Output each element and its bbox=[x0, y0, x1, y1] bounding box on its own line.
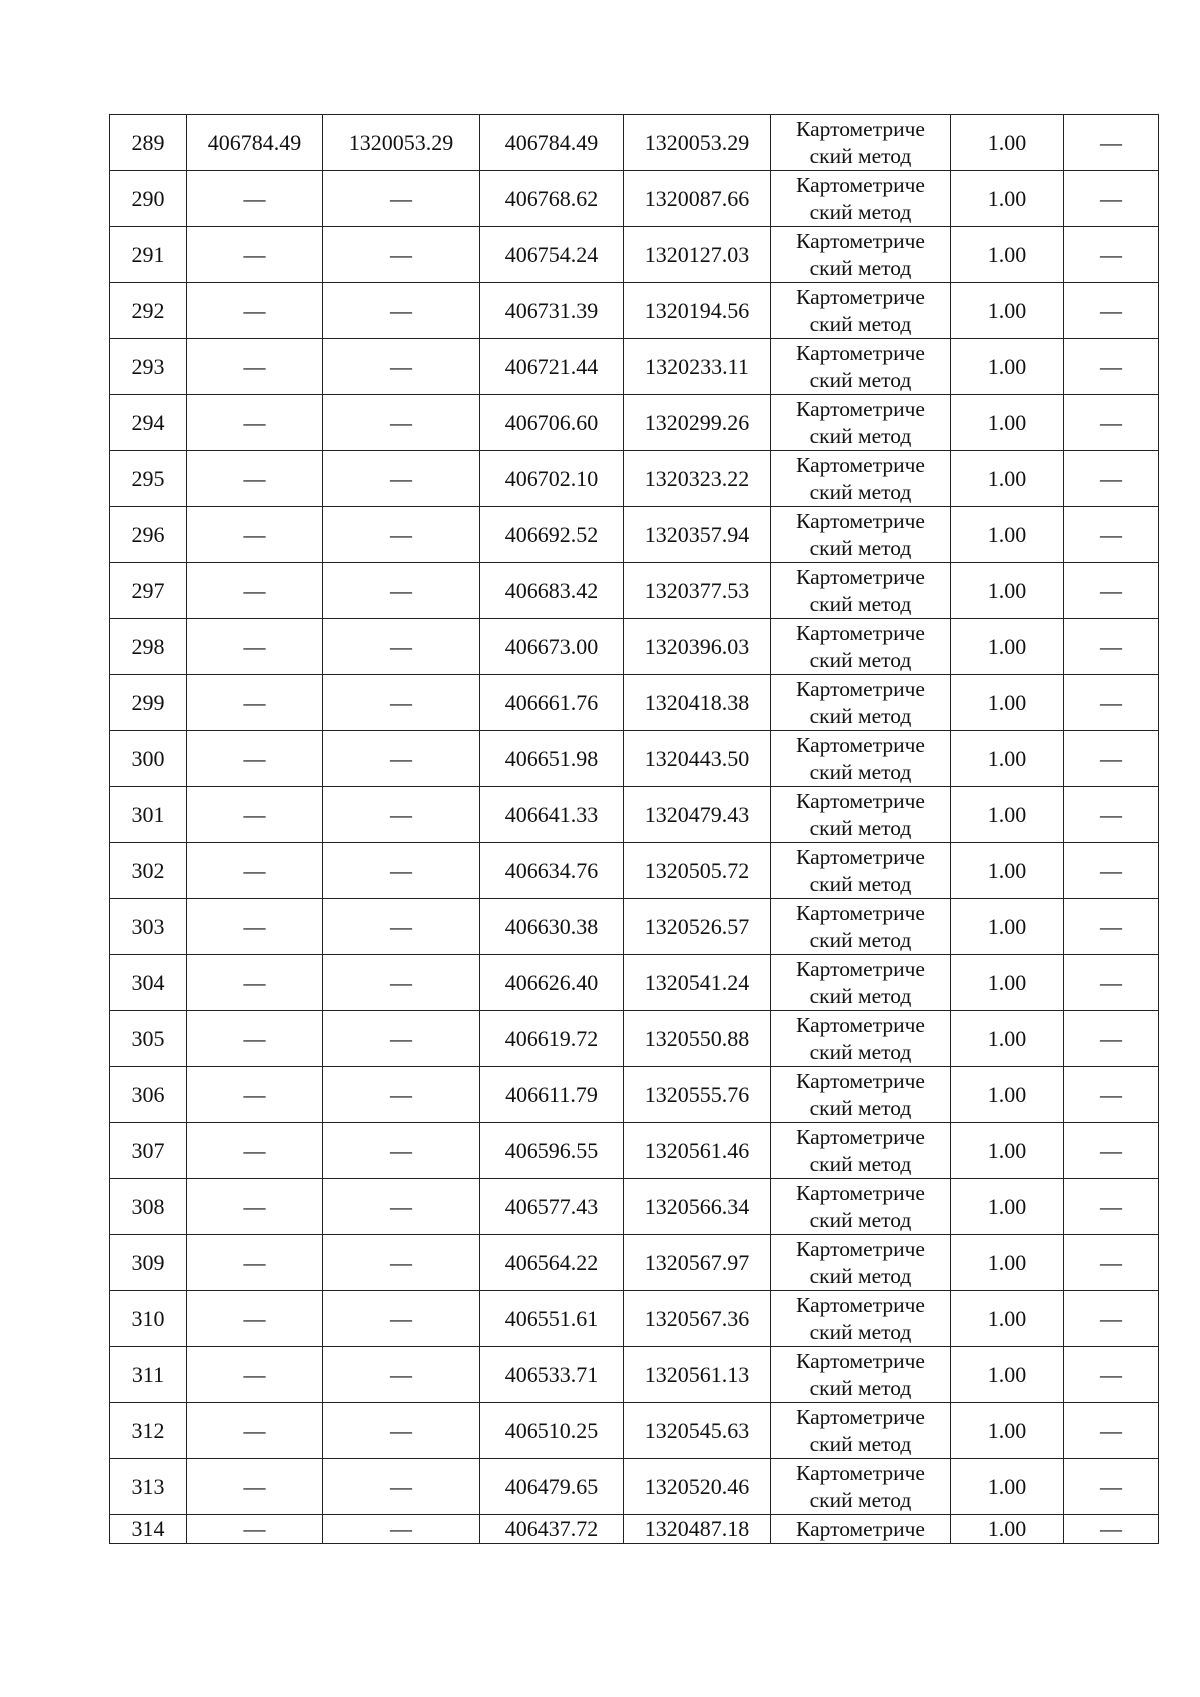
precision-cell: 1.00 bbox=[951, 171, 1064, 227]
refined-y-cell: 1320561.46 bbox=[624, 1123, 771, 1179]
note-cell: — bbox=[1064, 563, 1159, 619]
refined-y-cell: 1320299.26 bbox=[624, 395, 771, 451]
method-line-1: Картометриче bbox=[796, 284, 925, 309]
existing-y-cell: 1320053.29 bbox=[323, 115, 480, 171]
existing-x-cell: 406784.49 bbox=[187, 115, 323, 171]
method-cell bbox=[771, 675, 951, 731]
method-line-1: Картометриче bbox=[796, 1292, 925, 1317]
method-line-2: ский метод bbox=[809, 1263, 912, 1288]
existing-x-cell: — bbox=[187, 1515, 323, 1544]
existing-y-cell: — bbox=[323, 395, 480, 451]
point-number-cell: 292 bbox=[110, 283, 187, 339]
existing-y-cell: — bbox=[323, 1067, 480, 1123]
method-line-2: ский метод bbox=[809, 927, 912, 952]
point-number-cell: 290 bbox=[110, 171, 187, 227]
refined-y-cell: 1320127.03 bbox=[624, 227, 771, 283]
point-number-cell: 313 bbox=[110, 1459, 187, 1515]
note-cell: — bbox=[1064, 227, 1159, 283]
refined-x-cell: 406692.52 bbox=[480, 507, 624, 563]
note-cell: — bbox=[1064, 1011, 1159, 1067]
method-line-1: Картометриче bbox=[796, 340, 925, 365]
method-cell bbox=[771, 731, 951, 787]
existing-y-cell: — bbox=[323, 1235, 480, 1291]
refined-y-cell: 1320087.66 bbox=[624, 171, 771, 227]
existing-y-cell: — bbox=[323, 1347, 480, 1403]
method-line-2: ский метод bbox=[809, 1151, 912, 1176]
method-cell bbox=[771, 899, 951, 955]
refined-y-cell: 1320233.11 bbox=[624, 339, 771, 395]
existing-x-cell: — bbox=[187, 787, 323, 843]
existing-x-cell: — bbox=[187, 1011, 323, 1067]
method-line-2: ский метод bbox=[809, 1039, 912, 1064]
table-row bbox=[110, 1515, 1159, 1544]
point-number-cell: 304 bbox=[110, 955, 187, 1011]
method-line-1: Картометриче bbox=[796, 1012, 925, 1037]
refined-x-cell: 406768.62 bbox=[480, 171, 624, 227]
existing-x-cell: — bbox=[187, 731, 323, 787]
note-cell: — bbox=[1064, 115, 1159, 171]
existing-y-cell: — bbox=[323, 1179, 480, 1235]
point-number-cell: 306 bbox=[110, 1067, 187, 1123]
point-number-cell: 299 bbox=[110, 675, 187, 731]
method-cell bbox=[771, 507, 951, 563]
table-row bbox=[110, 787, 1159, 843]
table-row bbox=[110, 451, 1159, 507]
point-number-cell: 295 bbox=[110, 451, 187, 507]
existing-x-cell: — bbox=[187, 1403, 323, 1459]
refined-x-cell: 406721.44 bbox=[480, 339, 624, 395]
refined-y-cell: 1320567.97 bbox=[624, 1235, 771, 1291]
method-line-2: ский метод bbox=[809, 647, 912, 672]
refined-x-cell: 406784.49 bbox=[480, 115, 624, 171]
existing-y-cell: — bbox=[323, 1515, 480, 1544]
point-number-cell: 311 bbox=[110, 1347, 187, 1403]
existing-x-cell: — bbox=[187, 1123, 323, 1179]
existing-y-cell: — bbox=[323, 339, 480, 395]
refined-y-cell: 1320323.22 bbox=[624, 451, 771, 507]
table-row bbox=[110, 283, 1159, 339]
method-line-1: Картометриче bbox=[796, 1236, 925, 1261]
note-cell: — bbox=[1064, 1459, 1159, 1515]
precision-cell: 1.00 bbox=[951, 1403, 1064, 1459]
method-line-1: Картометриче bbox=[796, 228, 925, 253]
precision-cell: 1.00 bbox=[951, 899, 1064, 955]
note-cell: — bbox=[1064, 395, 1159, 451]
method-line-1: Картометриче bbox=[796, 172, 925, 197]
table-row bbox=[110, 1459, 1159, 1515]
refined-y-cell: 1320487.18 bbox=[624, 1515, 771, 1544]
method-line-2: ский метод bbox=[809, 983, 912, 1008]
table-row bbox=[110, 731, 1159, 787]
refined-y-cell: 1320567.36 bbox=[624, 1291, 771, 1347]
refined-y-cell: 1320545.63 bbox=[624, 1403, 771, 1459]
refined-x-cell: 406510.25 bbox=[480, 1403, 624, 1459]
point-number-cell: 298 bbox=[110, 619, 187, 675]
method-line-1: Картометриче bbox=[796, 1124, 925, 1149]
note-cell: — bbox=[1064, 1067, 1159, 1123]
refined-y-cell: 1320377.53 bbox=[624, 563, 771, 619]
precision-cell: 1.00 bbox=[951, 115, 1064, 171]
note-cell: — bbox=[1064, 675, 1159, 731]
method-line-1: Картометриче bbox=[796, 1068, 925, 1093]
precision-cell: 1.00 bbox=[951, 1235, 1064, 1291]
method-cell bbox=[771, 1179, 951, 1235]
refined-x-cell: 406479.65 bbox=[480, 1459, 624, 1515]
existing-x-cell: — bbox=[187, 507, 323, 563]
method-cell bbox=[771, 1291, 951, 1347]
precision-cell: 1.00 bbox=[951, 1291, 1064, 1347]
method-cell bbox=[771, 1515, 951, 1544]
precision-cell: 1.00 bbox=[951, 227, 1064, 283]
method-line-1: Картометриче bbox=[796, 116, 925, 141]
refined-x-cell: 406683.42 bbox=[480, 563, 624, 619]
refined-y-cell: 1320418.38 bbox=[624, 675, 771, 731]
note-cell: — bbox=[1064, 731, 1159, 787]
refined-x-cell: 406577.43 bbox=[480, 1179, 624, 1235]
method-line-1: Картометриче bbox=[796, 844, 925, 869]
method-line-1: Картометриче bbox=[796, 1180, 925, 1205]
precision-cell: 1.00 bbox=[951, 731, 1064, 787]
note-cell: — bbox=[1064, 1123, 1159, 1179]
note-cell: — bbox=[1064, 451, 1159, 507]
precision-cell: 1.00 bbox=[951, 395, 1064, 451]
precision-cell: 1.00 bbox=[951, 619, 1064, 675]
refined-y-cell: 1320550.88 bbox=[624, 1011, 771, 1067]
table-row bbox=[110, 563, 1159, 619]
table-row bbox=[110, 227, 1159, 283]
note-cell: — bbox=[1064, 283, 1159, 339]
point-number-cell: 301 bbox=[110, 787, 187, 843]
existing-y-cell: — bbox=[323, 899, 480, 955]
method-line-1: Картометриче bbox=[796, 452, 925, 477]
existing-x-cell: — bbox=[187, 171, 323, 227]
method-line-2: ский метод bbox=[809, 1487, 912, 1512]
refined-x-cell: 406437.72 bbox=[480, 1515, 624, 1544]
table-row bbox=[110, 899, 1159, 955]
table-row bbox=[110, 1403, 1159, 1459]
method-cell bbox=[771, 1459, 951, 1515]
precision-cell: 1.00 bbox=[951, 1347, 1064, 1403]
method-line-1: Картометриче bbox=[796, 956, 925, 981]
note-cell: — bbox=[1064, 787, 1159, 843]
method-cell bbox=[771, 1123, 951, 1179]
existing-x-cell: — bbox=[187, 1179, 323, 1235]
existing-y-cell: — bbox=[323, 731, 480, 787]
refined-x-cell: 406551.61 bbox=[480, 1291, 624, 1347]
point-number-cell: 312 bbox=[110, 1403, 187, 1459]
existing-y-cell: — bbox=[323, 955, 480, 1011]
point-number-cell: 303 bbox=[110, 899, 187, 955]
existing-y-cell: — bbox=[323, 1403, 480, 1459]
method-cell bbox=[771, 955, 951, 1011]
method-line-1: Картометриче bbox=[796, 788, 925, 813]
table-row bbox=[110, 619, 1159, 675]
method-line-2: ский метод bbox=[809, 143, 912, 168]
method-line-1: Картометриче bbox=[796, 564, 925, 589]
existing-x-cell: — bbox=[187, 283, 323, 339]
method-cell bbox=[771, 227, 951, 283]
existing-x-cell: — bbox=[187, 675, 323, 731]
method-line-1: Картометриче bbox=[796, 732, 925, 757]
table-row bbox=[110, 171, 1159, 227]
refined-x-cell: 406731.39 bbox=[480, 283, 624, 339]
existing-y-cell: — bbox=[323, 787, 480, 843]
method-line-1: Картометриче bbox=[796, 620, 925, 645]
existing-y-cell: — bbox=[323, 1011, 480, 1067]
precision-cell: 1.00 bbox=[951, 1067, 1064, 1123]
method-line-2: ский метод bbox=[809, 423, 912, 448]
table-row bbox=[110, 395, 1159, 451]
note-cell: — bbox=[1064, 171, 1159, 227]
method-line-1: Картометриче bbox=[796, 1348, 925, 1373]
method-line-2: ский метод bbox=[809, 1319, 912, 1344]
precision-cell: 1.00 bbox=[951, 1459, 1064, 1515]
method-cell bbox=[771, 1067, 951, 1123]
method-cell bbox=[771, 563, 951, 619]
existing-x-cell: — bbox=[187, 395, 323, 451]
existing-x-cell: — bbox=[187, 843, 323, 899]
refined-y-cell: 1320526.57 bbox=[624, 899, 771, 955]
point-number-cell: 310 bbox=[110, 1291, 187, 1347]
method-cell bbox=[771, 115, 951, 171]
note-cell: — bbox=[1064, 1403, 1159, 1459]
method-line-1: Картометриче bbox=[796, 1404, 925, 1429]
existing-x-cell: — bbox=[187, 1235, 323, 1291]
note-cell: — bbox=[1064, 1515, 1159, 1544]
existing-x-cell: — bbox=[187, 619, 323, 675]
point-number-cell: 305 bbox=[110, 1011, 187, 1067]
method-line-2: ский метод bbox=[809, 815, 912, 840]
refined-y-cell: 1320053.29 bbox=[624, 115, 771, 171]
precision-cell: 1.00 bbox=[951, 283, 1064, 339]
method-cell bbox=[771, 787, 951, 843]
method-line-2: ский метод bbox=[809, 367, 912, 392]
note-cell: — bbox=[1064, 955, 1159, 1011]
precision-cell: 1.00 bbox=[951, 843, 1064, 899]
method-line-2: ский метод bbox=[809, 1207, 912, 1232]
refined-y-cell: 1320194.56 bbox=[624, 283, 771, 339]
table-row bbox=[110, 843, 1159, 899]
refined-x-cell: 406634.76 bbox=[480, 843, 624, 899]
point-number-cell: 307 bbox=[110, 1123, 187, 1179]
precision-cell: 1.00 bbox=[951, 1123, 1064, 1179]
precision-cell: 1.00 bbox=[951, 451, 1064, 507]
existing-y-cell: — bbox=[323, 507, 480, 563]
refined-y-cell: 1320555.76 bbox=[624, 1067, 771, 1123]
point-number-cell: 291 bbox=[110, 227, 187, 283]
method-line-1: Картометриче bbox=[796, 396, 925, 421]
refined-x-cell: 406673.00 bbox=[480, 619, 624, 675]
method-line-1: Картометриче bbox=[796, 676, 925, 701]
refined-y-cell: 1320479.43 bbox=[624, 787, 771, 843]
point-number-cell: 294 bbox=[110, 395, 187, 451]
existing-x-cell: — bbox=[187, 1067, 323, 1123]
existing-x-cell: — bbox=[187, 1459, 323, 1515]
existing-y-cell: — bbox=[323, 1291, 480, 1347]
existing-y-cell: — bbox=[323, 1459, 480, 1515]
table-row bbox=[110, 1347, 1159, 1403]
refined-x-cell: 406651.98 bbox=[480, 731, 624, 787]
point-number-cell: 300 bbox=[110, 731, 187, 787]
table-row bbox=[110, 675, 1159, 731]
method-cell bbox=[771, 619, 951, 675]
refined-x-cell: 406619.72 bbox=[480, 1011, 624, 1067]
method-line-1: Картометриче bbox=[796, 1517, 925, 1541]
table-row bbox=[110, 1179, 1159, 1235]
existing-y-cell: — bbox=[323, 171, 480, 227]
precision-cell: 1.00 bbox=[951, 507, 1064, 563]
existing-x-cell: — bbox=[187, 1347, 323, 1403]
note-cell: — bbox=[1064, 339, 1159, 395]
refined-y-cell: 1320396.03 bbox=[624, 619, 771, 675]
method-line-1: Картометриче bbox=[796, 1460, 925, 1485]
method-line-2: ский метод bbox=[809, 1431, 912, 1456]
refined-x-cell: 406533.71 bbox=[480, 1347, 624, 1403]
method-line-1: Картометриче bbox=[796, 900, 925, 925]
coordinates-table bbox=[109, 114, 1159, 1544]
refined-y-cell: 1320566.34 bbox=[624, 1179, 771, 1235]
point-number-cell: 296 bbox=[110, 507, 187, 563]
point-number-cell: 293 bbox=[110, 339, 187, 395]
existing-x-cell: — bbox=[187, 227, 323, 283]
refined-x-cell: 406626.40 bbox=[480, 955, 624, 1011]
refined-x-cell: 406596.55 bbox=[480, 1123, 624, 1179]
method-cell bbox=[771, 1347, 951, 1403]
table-row bbox=[110, 1235, 1159, 1291]
refined-y-cell: 1320357.94 bbox=[624, 507, 771, 563]
existing-x-cell: — bbox=[187, 899, 323, 955]
note-cell: — bbox=[1064, 1347, 1159, 1403]
existing-x-cell: — bbox=[187, 451, 323, 507]
note-cell: — bbox=[1064, 619, 1159, 675]
note-cell: — bbox=[1064, 1179, 1159, 1235]
method-cell bbox=[771, 171, 951, 227]
table-row bbox=[110, 1291, 1159, 1347]
table-row bbox=[110, 339, 1159, 395]
table-row bbox=[110, 1011, 1159, 1067]
method-line-2: ский метод bbox=[809, 703, 912, 728]
method-line-2: ский метод bbox=[809, 871, 912, 896]
point-number-cell: 289 bbox=[110, 115, 187, 171]
existing-y-cell: — bbox=[323, 563, 480, 619]
method-cell bbox=[771, 395, 951, 451]
note-cell: — bbox=[1064, 1291, 1159, 1347]
refined-y-cell: 1320541.24 bbox=[624, 955, 771, 1011]
refined-x-cell: 406630.38 bbox=[480, 899, 624, 955]
table-row bbox=[110, 955, 1159, 1011]
precision-cell: 1.00 bbox=[951, 1515, 1064, 1544]
table-row bbox=[110, 115, 1159, 171]
existing-x-cell: — bbox=[187, 1291, 323, 1347]
existing-y-cell: — bbox=[323, 843, 480, 899]
note-cell: — bbox=[1064, 507, 1159, 563]
refined-y-cell: 1320505.72 bbox=[624, 843, 771, 899]
method-line-2: ский метод bbox=[809, 1095, 912, 1120]
refined-x-cell: 406641.33 bbox=[480, 787, 624, 843]
refined-x-cell: 406702.10 bbox=[480, 451, 624, 507]
point-number-cell: 309 bbox=[110, 1235, 187, 1291]
method-cell bbox=[771, 1403, 951, 1459]
note-cell: — bbox=[1064, 843, 1159, 899]
table-row bbox=[110, 507, 1159, 563]
method-cell bbox=[771, 843, 951, 899]
method-cell bbox=[771, 283, 951, 339]
existing-x-cell: — bbox=[187, 563, 323, 619]
precision-cell: 1.00 bbox=[951, 955, 1064, 1011]
note-cell: — bbox=[1064, 899, 1159, 955]
method-line-2: ский метод bbox=[809, 591, 912, 616]
precision-cell: 1.00 bbox=[951, 1179, 1064, 1235]
refined-x-cell: 406754.24 bbox=[480, 227, 624, 283]
point-number-cell: 297 bbox=[110, 563, 187, 619]
existing-y-cell: — bbox=[323, 619, 480, 675]
existing-y-cell: — bbox=[323, 675, 480, 731]
refined-x-cell: 406706.60 bbox=[480, 395, 624, 451]
existing-x-cell: — bbox=[187, 339, 323, 395]
point-number-cell: 314 bbox=[110, 1515, 187, 1544]
existing-y-cell: — bbox=[323, 283, 480, 339]
table-body bbox=[110, 115, 1159, 1544]
method-line-2: ский метод bbox=[809, 759, 912, 784]
method-line-2: ский метод bbox=[809, 535, 912, 560]
method-cell bbox=[771, 451, 951, 507]
refined-x-cell: 406661.76 bbox=[480, 675, 624, 731]
existing-y-cell: — bbox=[323, 451, 480, 507]
point-number-cell: 302 bbox=[110, 843, 187, 899]
point-number-cell: 308 bbox=[110, 1179, 187, 1235]
precision-cell: 1.00 bbox=[951, 787, 1064, 843]
refined-y-cell: 1320561.13 bbox=[624, 1347, 771, 1403]
method-line-2: ский метод bbox=[809, 1375, 912, 1400]
method-line-2: ский метод bbox=[809, 311, 912, 336]
precision-cell: 1.00 bbox=[951, 675, 1064, 731]
precision-cell: 1.00 bbox=[951, 563, 1064, 619]
method-line-1: Картометриче bbox=[796, 508, 925, 533]
method-line-2: ский метод bbox=[809, 255, 912, 280]
table-row bbox=[110, 1123, 1159, 1179]
precision-cell: 1.00 bbox=[951, 339, 1064, 395]
existing-y-cell: — bbox=[323, 1123, 480, 1179]
existing-x-cell: — bbox=[187, 955, 323, 1011]
note-cell: — bbox=[1064, 1235, 1159, 1291]
refined-y-cell: 1320443.50 bbox=[624, 731, 771, 787]
refined-y-cell: 1320520.46 bbox=[624, 1459, 771, 1515]
existing-y-cell: — bbox=[323, 227, 480, 283]
precision-cell: 1.00 bbox=[951, 1011, 1064, 1067]
method-cell bbox=[771, 1235, 951, 1291]
method-line-2: ский метод bbox=[809, 479, 912, 504]
method-cell bbox=[771, 339, 951, 395]
table-row bbox=[110, 1067, 1159, 1123]
method-cell bbox=[771, 1011, 951, 1067]
refined-x-cell: 406611.79 bbox=[480, 1067, 624, 1123]
method-line-2: ский метод bbox=[809, 199, 912, 224]
refined-x-cell: 406564.22 bbox=[480, 1235, 624, 1291]
